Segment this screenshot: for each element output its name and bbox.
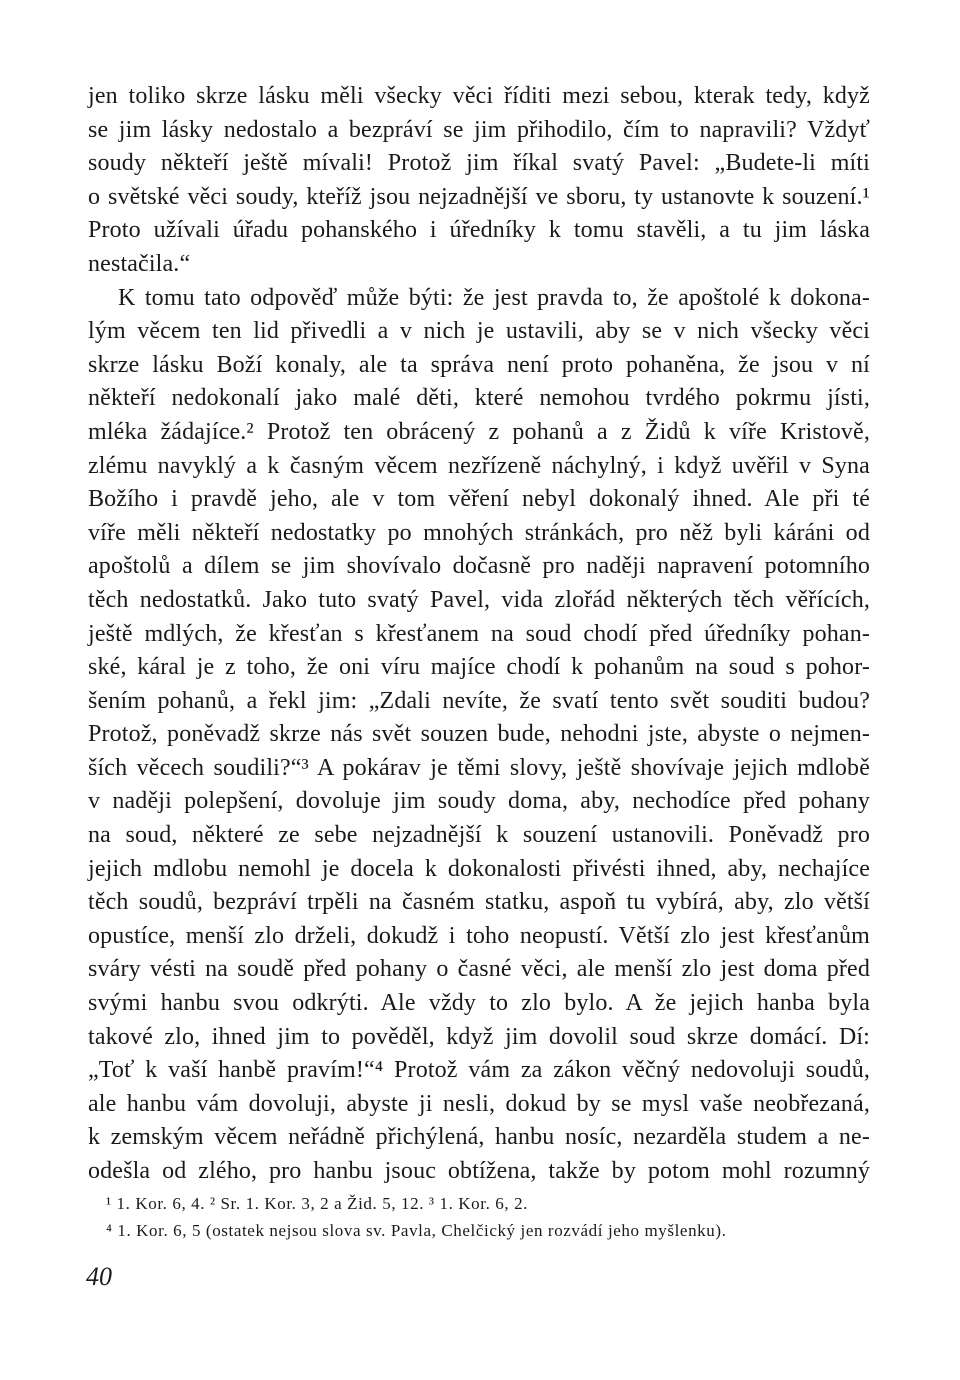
text-line: těch soudů, bezpráví trpěli na časném statku, aspoň tu vybírá, aby, zlo větší xyxy=(88,889,870,916)
text-line: k zemským věcem neřádně přichýlená, hanbu nosíc, nezarděla studem a ne- xyxy=(88,1124,870,1151)
text-line: šením pohanů, a řekl jim: „Zdali nevíte, že svatí tento svět souditi budou? xyxy=(88,687,870,714)
text-line: víře měli někteří nedostatky po mnohých stránkách, pro něž byli káráni od xyxy=(88,519,870,546)
text-line: zlému navyklý a k časným věcem nezřízeně náchylný, i když uvěřil v Syna xyxy=(88,452,870,479)
text-line: jen toliko skrze lásku měli všecky věci říditi mezi sebou, kterak tedy, když xyxy=(88,83,870,109)
text-line: sváry vésti na soudě před pohany o časné věci, ale menší zlo jest doma před xyxy=(88,956,870,983)
text-line: „Toť k vaší hanbě pravím!“⁴ Protož vám za zákon věčný nedovoluji soudů, xyxy=(88,1057,870,1084)
footnotes xyxy=(88,1190,870,1244)
page-number: 40 xyxy=(86,1262,112,1291)
text-line: odešla od zlého, pro hanbu jsouc obtížena, takže by potom mohl rozumný xyxy=(88,1158,870,1184)
text-line: mléka žádajíce.² Protož ten obrácený z pohanů a z Židů k víře Kristově, xyxy=(88,418,870,445)
text-line: ale hanbu vám dovoluji, abyste ji nesli, dokud by se mysl vaše neobřezaná, xyxy=(88,1090,870,1117)
text-line: někteří nedokonalí jako malé děti, které nemohou tvrdého pokrmu jísti, xyxy=(88,385,870,412)
text-line: o světské věci soudy, kteříž jsou nejzadnější ve sboru, ty ustanovte k souzení.¹ xyxy=(88,183,870,210)
text-line: Božího i pravdě jeho, ale v tom věření nebyl dokonalý ihned. Ale při té xyxy=(88,486,870,513)
text-line: opustíce, menší zlo drželi, dokudž i toho neopustí. Větší zlo jest křesťanům xyxy=(88,922,870,949)
text-line: takové zlo, ihned jim to pověděl, když jim dovolil soud skrze domácí. Dí: xyxy=(88,1023,870,1050)
text-line: se jim lásky nedostalo a bezpráví se jim přihodilo, čím to napravili? Vždyť xyxy=(88,116,870,143)
text-line: ještě mdlých, že křesťan s křesťanem na soud chodí před úředníky pohan- xyxy=(88,620,870,647)
text-line: nestačila.“ xyxy=(88,250,191,277)
footnote-line: ¹ 1. Kor. 6, 4. ² Sr. 1. Kor. 3, 2 a Žid. 5, 12. ³ 1. Kor. 6, 2. xyxy=(106,1194,529,1213)
text-line: těch nedostatků. Jako tuto svatý Pavel, vida zlořád některých těch věřících, xyxy=(88,586,870,613)
text-line: ské, káral je z toho, že oni víru majíce chodí k pohanům na soud s pohor- xyxy=(88,654,870,681)
text-line: v naději polepšení, dovoluje jim soudy doma, aby, nechodíce před pohany xyxy=(88,788,870,815)
text-line: skrze lásku Boží konaly, ale ta správa není proto pohaněna, že jsou v ní xyxy=(88,351,870,378)
body-text xyxy=(88,80,870,1189)
text-line: lým věcem ten lid přivedli a v nich je ustavili, aby se v nich všecky věci xyxy=(88,318,870,345)
text-line: soudy někteří ještě mívali! Protož jim říkal svatý Pavel: „Budete-li míti xyxy=(88,150,870,177)
text-line: jejich mdlobu nemohl je docela k dokonalosti přivésti ihned, aby, nechajíce xyxy=(88,855,870,882)
text-line: Protož, poněvadž skrze nás svět souzen bude, nehodni jste, abyste o nejmen- xyxy=(88,721,870,748)
text-line: apoštolů a dílem se jim shovívalo dočasně pro naději napravení potomního xyxy=(88,553,870,580)
text-line: ších věcech soudili?“³ A pokárav je těmi slovy, ještě shovívaje jejich mdlobě xyxy=(88,754,870,781)
footnote-line: ⁴ 1. Kor. 6, 5 (ostatek nejsou slova sv. Pavla, Chelčický jen rozvádí jeho myšlenku). xyxy=(106,1221,727,1240)
text-line: na soud, některé ze sebe nejzadnější k souzení ustanovili. Poněvadž pro xyxy=(88,822,870,849)
text-line: svými hanbu svou odkrýti. Ale vždy to zlo bylo. A že jejich hanba byla xyxy=(88,990,870,1017)
text-line-paragraph-start: K tomu tato odpověď může býti: že jest pravda to, že apoštolé k dokona- xyxy=(118,284,870,311)
text-line: Proto užívali úřadu pohanského i úředníky k tomu stavěli, a tu jim láska xyxy=(88,217,870,244)
